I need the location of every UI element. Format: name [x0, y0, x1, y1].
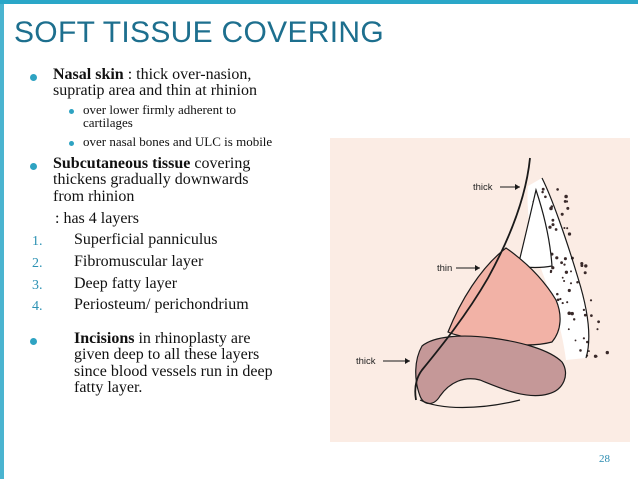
- layer-number: 4.: [32, 299, 43, 314]
- bullet-dot-icon: [30, 74, 37, 81]
- stipple-dot: [584, 264, 587, 267]
- arrow-head-icon: [515, 184, 520, 190]
- stipple-dot: [562, 277, 564, 279]
- stipple-dot: [566, 227, 568, 229]
- stipple-dot: [541, 191, 543, 193]
- stipple-dot: [555, 228, 558, 231]
- label-thick-bottom: thick: [356, 356, 376, 367]
- sub-bullet-1-line-2: cartilages: [83, 115, 133, 131]
- stipple-dot: [570, 282, 572, 284]
- stipple-dot: [556, 188, 559, 191]
- stipple-dot: [579, 349, 582, 352]
- bullet-subcutaneous: [53, 156, 250, 205]
- stipple-dot: [563, 280, 565, 282]
- stipple-dot: [563, 263, 565, 265]
- stipple-dot: [563, 227, 565, 229]
- stipple-dot: [548, 226, 551, 229]
- subcutaneous-text-1: covering: [190, 155, 251, 172]
- nose-soft-tissue-diagram: [330, 138, 630, 442]
- stipple-dot: [606, 351, 609, 354]
- stipple-dot: [568, 328, 570, 330]
- stipple-dot: [564, 195, 568, 199]
- incisions-text-1: in rhinoplasty are: [134, 330, 251, 347]
- bullet-dot-icon: [30, 163, 37, 170]
- layer-item: Superficial panniculus: [74, 231, 218, 248]
- label-thick-top: thick: [473, 182, 493, 193]
- stipple-dot: [551, 223, 554, 226]
- bullet-incisions: [74, 331, 273, 397]
- stipple-dot: [557, 298, 560, 301]
- incisions-text-2: given deep to all these layers: [74, 346, 260, 364]
- layer-item: Periosteum/ perichondrium: [74, 296, 249, 313]
- stipple-dot: [596, 355, 598, 357]
- term-nasal-skin: Nasal skin: [53, 66, 124, 83]
- subcutaneous-text-3: from rhinion: [53, 187, 135, 205]
- term-incisions: Incisions: [74, 330, 135, 347]
- layer-number: 3.: [32, 278, 43, 293]
- stipple-dot: [556, 293, 559, 296]
- nasal-skin-text-2: supratip area and thin at rhinion: [53, 82, 257, 100]
- stipple-dot: [561, 213, 564, 216]
- stipple-dot: [575, 339, 577, 341]
- layers-intro: : has 4 layers: [55, 210, 139, 227]
- layer-number: 1.: [32, 234, 43, 249]
- stipple-dot: [573, 318, 575, 320]
- stipple-dot: [596, 328, 598, 330]
- incisions-text-3: since blood vessels run in deep: [74, 362, 273, 380]
- layer-item: Deep fatty layer: [74, 275, 178, 292]
- incisions-text-4: fatty layer.: [74, 379, 143, 397]
- stipple-dot: [552, 219, 555, 222]
- stipple-dot: [580, 262, 583, 265]
- sub-bullet-dot-icon: [69, 141, 74, 146]
- layer-number: 2.: [32, 256, 43, 271]
- stipple-dot: [570, 312, 573, 315]
- term-subcutaneous: Subcutaneous tissue: [53, 155, 191, 172]
- stipple-dot: [590, 299, 592, 301]
- stipple-dot: [560, 261, 563, 264]
- sub-bullet-nasal-bones: over nasal bones and ULC is mobile: [83, 134, 273, 149]
- stipple-dot: [551, 205, 554, 208]
- bullet-dot-icon: [30, 338, 37, 345]
- sub-bullet-lower-adherent: [83, 103, 236, 130]
- alar-lobule: [416, 336, 566, 403]
- stipple-dot: [583, 309, 585, 311]
- stipple-dot: [583, 337, 585, 339]
- subcutaneous-text-2: thickens gradually downwards: [53, 171, 249, 189]
- stipple-dot: [544, 195, 547, 198]
- stipple-dot: [566, 207, 569, 210]
- stipple-dot: [550, 270, 552, 272]
- stipple-dot: [564, 257, 567, 260]
- stipple-dot: [568, 232, 571, 235]
- nasal-skin-text-1: : thick over-nasion,: [123, 66, 252, 83]
- stipple-dot: [576, 281, 579, 284]
- arrow-head-icon: [475, 265, 480, 271]
- stipple-dot: [584, 271, 587, 274]
- stipple-dot: [565, 271, 568, 274]
- stipple-dot: [562, 302, 564, 304]
- stipple-dot: [542, 188, 545, 191]
- stipple-dot: [566, 200, 568, 202]
- bullet-nasal-skin: [53, 67, 257, 100]
- sub-bullet-dot-icon: [69, 109, 74, 114]
- stipple-dot: [568, 289, 571, 292]
- label-thin: thin: [437, 263, 453, 274]
- page-number: 28: [599, 453, 610, 465]
- stipple-dot: [590, 314, 593, 317]
- stipple-dot: [567, 312, 571, 316]
- nose-diagram-svg: [330, 138, 630, 442]
- stipple-dot: [559, 298, 561, 300]
- sub-bullet-1-line-1: over lower firmly adherent to: [83, 102, 237, 117]
- stipple-dot: [566, 301, 568, 303]
- stipple-dot: [570, 270, 572, 272]
- stipple-dot: [597, 320, 600, 323]
- layer-item: Fibromuscular layer: [74, 253, 204, 270]
- stipple-dot: [555, 256, 558, 259]
- slide-title: SOFT TISSUE COVERING: [14, 16, 384, 49]
- arrow-head-icon: [405, 358, 410, 364]
